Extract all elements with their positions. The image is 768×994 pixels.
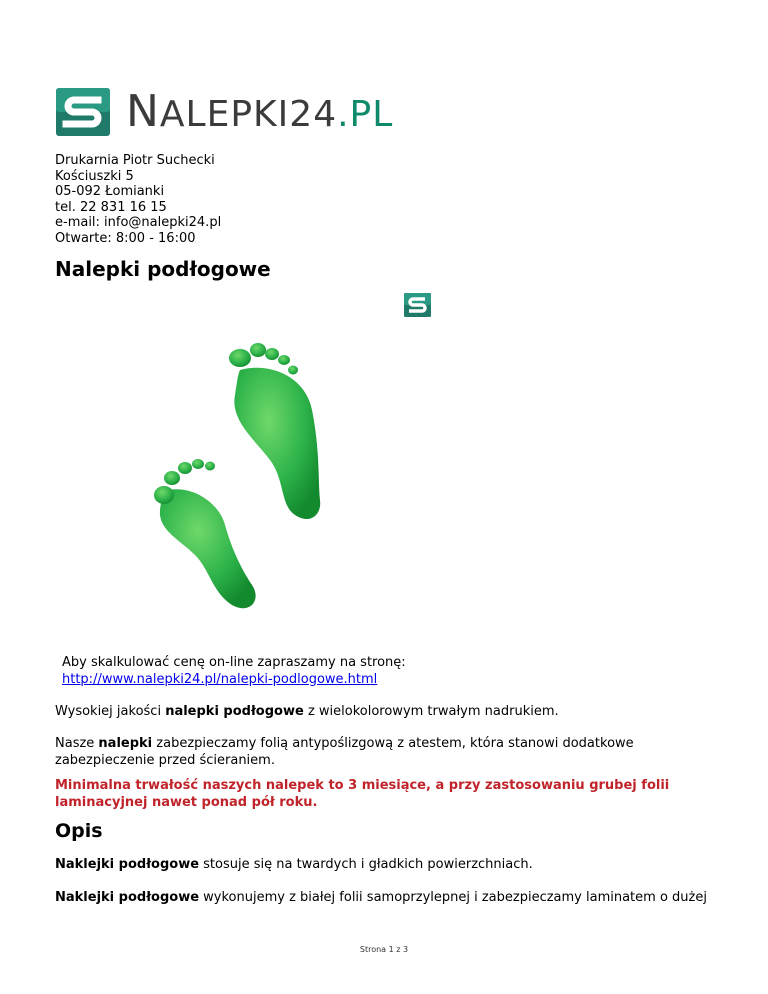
company-logo [56, 86, 394, 138]
city: 05-092 Łomianki [55, 184, 165, 200]
paragraph-usage [55, 857, 533, 874]
p5-bold: Naklejki podłogowe [55, 890, 200, 905]
opening-hours: Otwarte: 8:00 - 16:00 [55, 230, 196, 246]
p1-text-after: z wielokolorowym trwałym nadrukiem. [303, 704, 559, 719]
brand-name: NALEPKI24.PL [126, 86, 394, 137]
paragraph-material [55, 890, 707, 907]
page-footer: Strona 1 z 3 [359, 945, 409, 954]
s-logo-icon [56, 88, 110, 136]
company-name: Drukarnia Piotr Suchecki [55, 153, 215, 168]
calculator-text: Aby skalkulować cenę on-line zapraszamy na stronę: [62, 655, 406, 670]
page-title: Nalepki podłogowe [55, 257, 271, 281]
paragraph-quality [55, 704, 559, 721]
calculator-info [62, 655, 406, 688]
paragraph-protection [55, 736, 634, 769]
p2-line2: zabezpieczenie przed ścieraniem. [55, 752, 275, 768]
p5-text: wykonujemy z białej folii samoprzylepnej i zabezpieczamy laminatem o dużej [199, 890, 707, 905]
p2-text: Nasze [55, 736, 99, 751]
product-link[interactable]: http://www.nalepki24.pl/nalepki-podlogowe.html [62, 671, 378, 687]
section-heading: Opis [55, 820, 103, 842]
street: Kościuszki 5 [55, 168, 134, 184]
p2-text-after: zabezpieczamy folią antypoślizgową z atestem, która stanowi dodatkowe [152, 736, 634, 751]
phone: tel. 22 831 16 15 [55, 199, 167, 215]
footprints-image [90, 300, 390, 640]
p2-bold: nalepki [98, 736, 153, 751]
p1-text: Wysokiej jakości [55, 704, 166, 719]
paragraph-durability [55, 778, 669, 811]
p1-bold: nalepki podłogowe [165, 704, 304, 719]
p3-line2: laminacyjnej nawet ponad pół roku. [55, 794, 318, 810]
small-s-logo-icon [404, 291, 431, 319]
p4-bold: Naklejki podłogowe [55, 857, 200, 872]
p4-text: stosuje się na twardych i gładkich powierzchniach. [199, 857, 533, 872]
address-block [55, 153, 221, 247]
p3-line1: Minimalna trwałość naszych nalepek to 3 miesiące, a przy zastosowaniu grubej folii [55, 778, 670, 793]
email: e-mail: info@nalepki24.pl [55, 215, 222, 231]
